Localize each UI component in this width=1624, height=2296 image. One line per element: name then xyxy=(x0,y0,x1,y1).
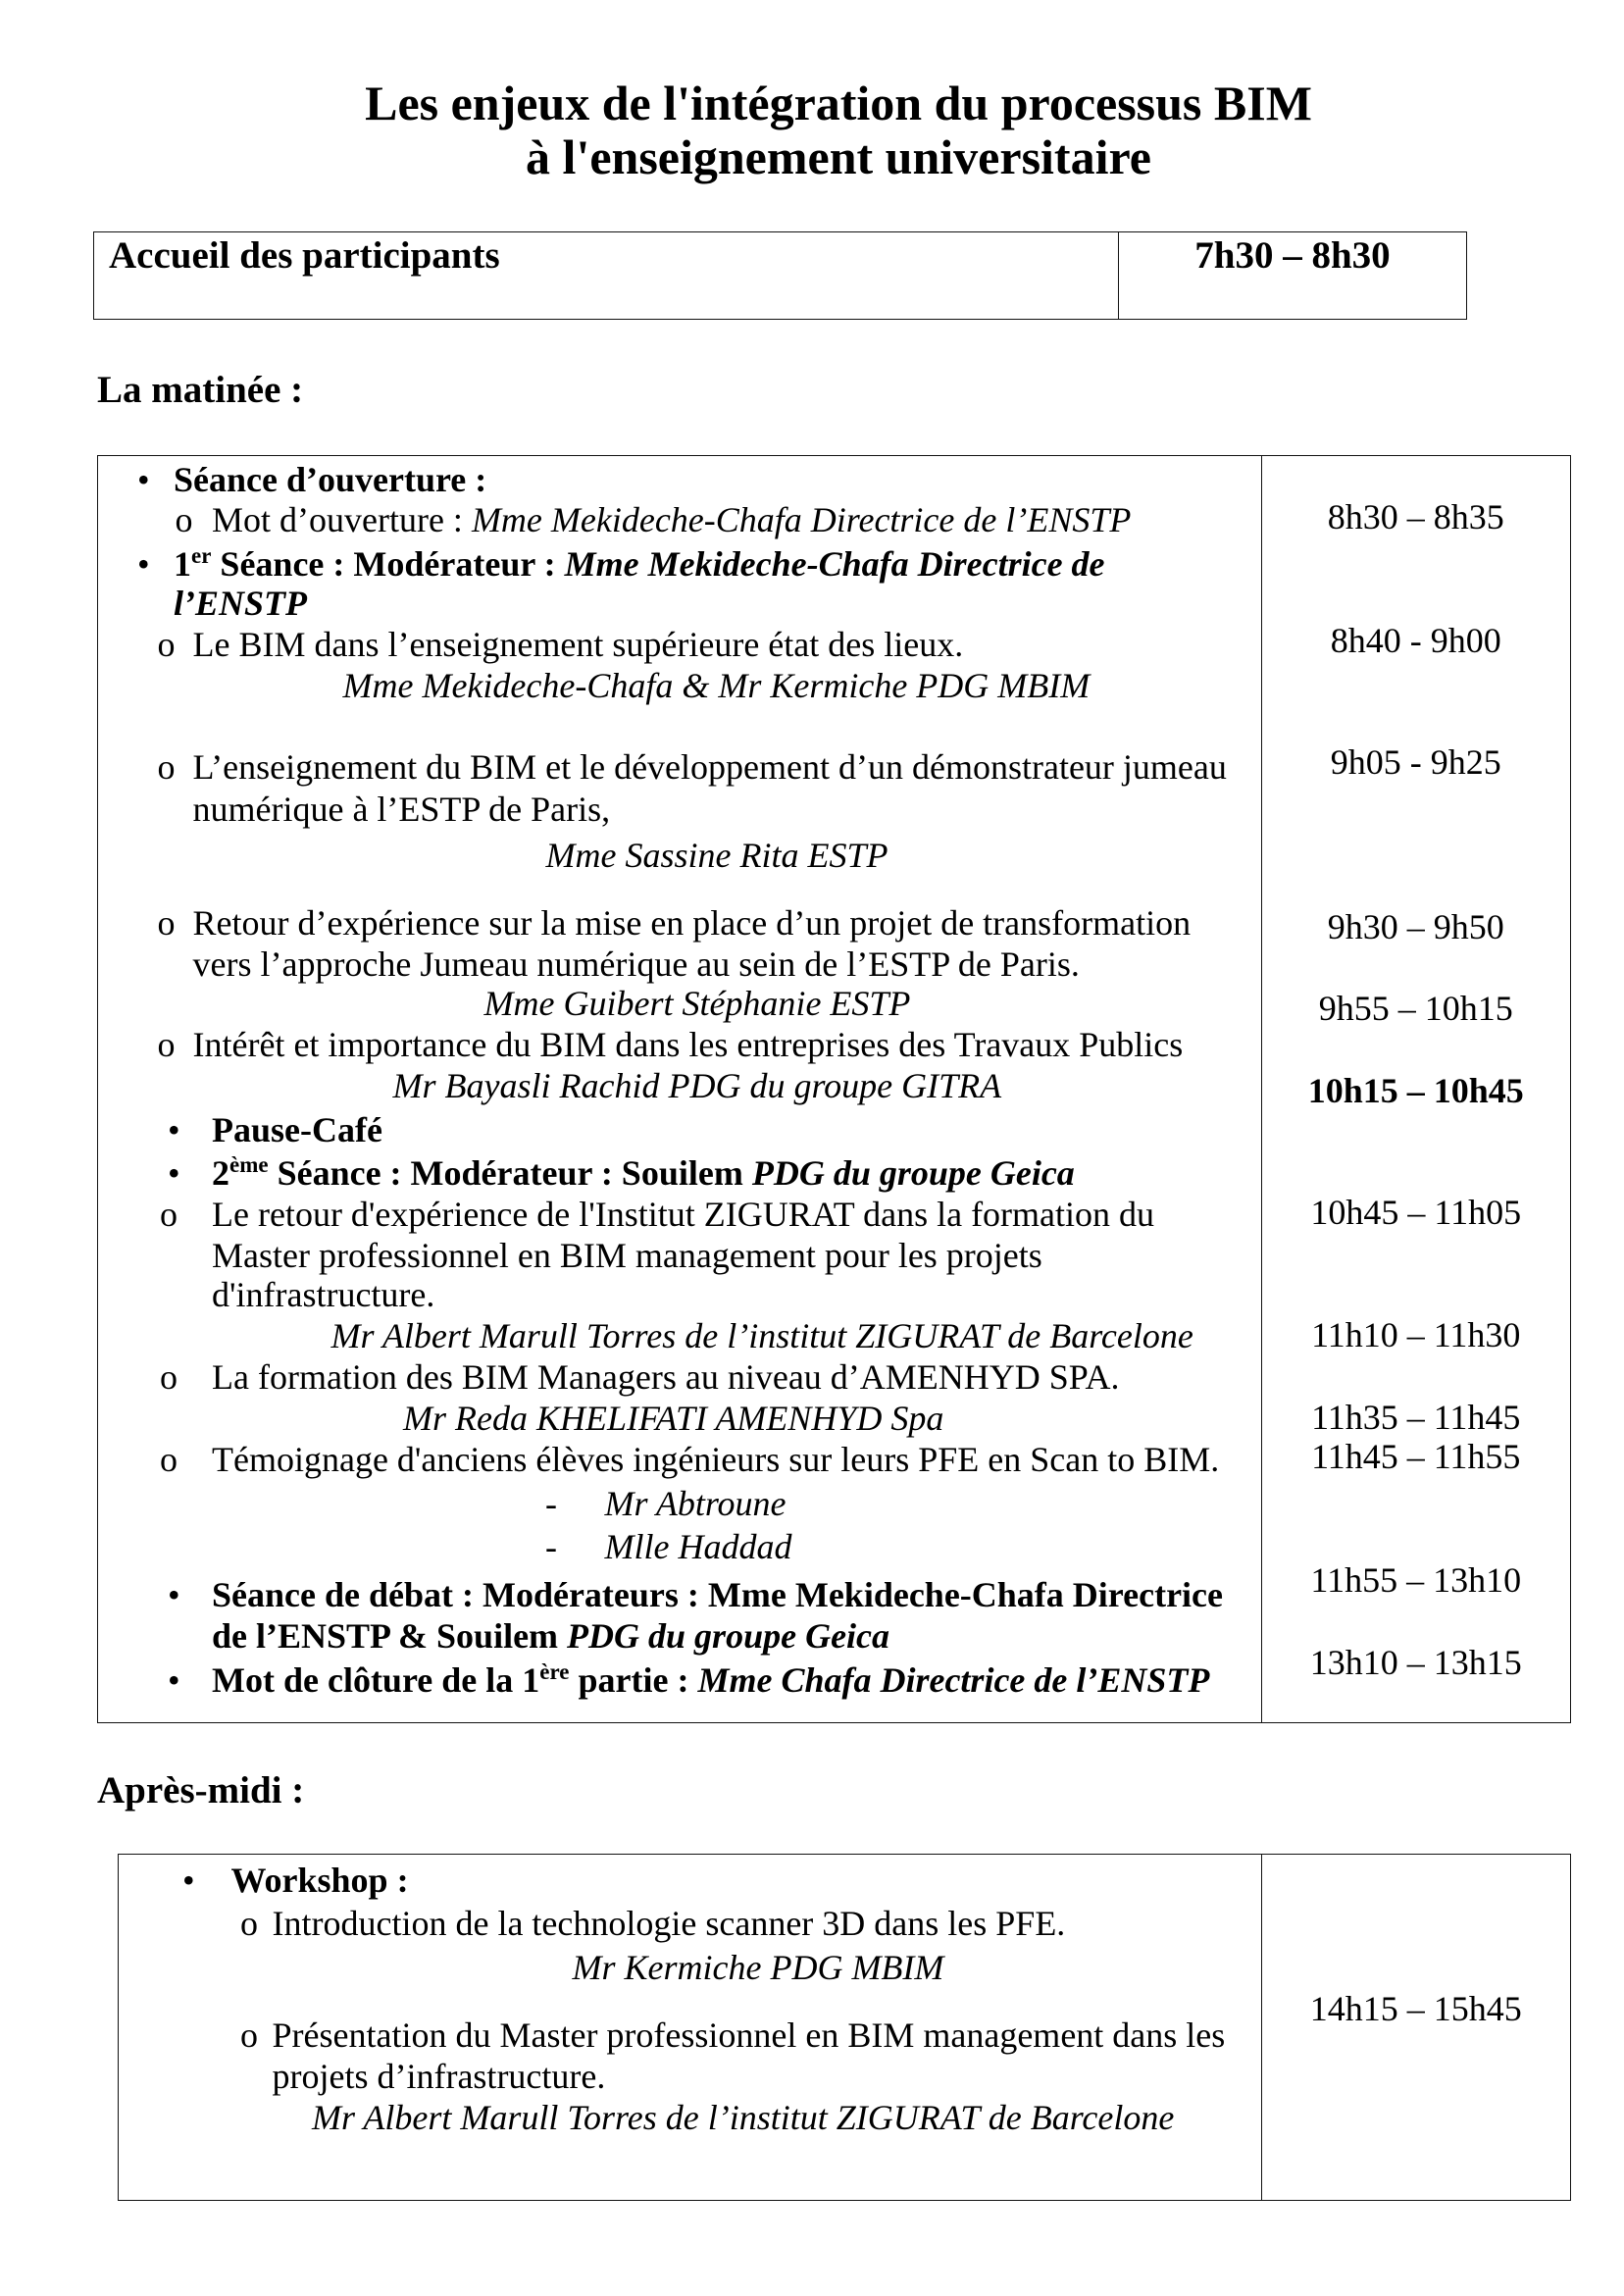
coffee-break: Pause-Café xyxy=(212,1110,382,1149)
closing-speaker: Mme Chafa Directrice de l’ENSTP xyxy=(697,1660,1210,1700)
session2-moderator-org: PDG du groupe Geica xyxy=(751,1152,1075,1193)
talk-title: Introduction de la technologie scanner 3D dans les PFE. xyxy=(272,1903,1066,1943)
talk-title: L’enseignement du BIM et le développement d’un démonstrateur jumeau xyxy=(192,746,1227,787)
dash-bullet-icon xyxy=(545,1526,557,1567)
time-slot: 11h45 – 11h55 xyxy=(1311,1437,1521,1476)
talk-speaker: Mr Albert Marull Torres de l’institut ZIGURAT de Barcelone xyxy=(312,2097,1175,2137)
talk-speaker: Mr Kermiche PDG MBIM xyxy=(572,1947,944,1987)
talk-title-cont: vers l’approche Jumeau numérique au sein de l’ESTP de Paris. xyxy=(192,944,1080,984)
time-slot: 8h40 - 9h00 xyxy=(1330,620,1501,660)
time-slot: 9h55 – 10h15 xyxy=(1318,988,1513,1028)
talk-title: Témoignage d'anciens élèves ingénieurs sur leurs PFE en Scan to BIM. xyxy=(212,1440,1220,1479)
opening-item-label: Mot d’ouverture : xyxy=(212,499,463,539)
welcome-label: Accueil des participants xyxy=(109,234,500,277)
talk-speaker: Mme Guibert Stéphanie ESTP xyxy=(483,984,911,1023)
talk-title-cont: numérique à l’ESTP de Paris, xyxy=(192,790,611,829)
document-title-line2: à l'enseignement universitaire xyxy=(526,129,1151,184)
talk-speaker: Mme Sassine Rita ESTP xyxy=(545,835,888,875)
session2-title xyxy=(212,1152,1075,1194)
time-slot: 14h15 – 15h45 xyxy=(1309,1988,1522,2028)
session1-number: 1 xyxy=(174,543,191,584)
circle-bullet-icon xyxy=(158,902,176,944)
talk-title: Présentation du Master professionnel en BIM management dans les xyxy=(272,2015,1226,2055)
bullet-icon xyxy=(168,1574,180,1615)
talk-speaker: Mr Albert Marull Torres de l’institut ZIGURAT de Barcelone xyxy=(330,1316,1193,1355)
debate-session-cont xyxy=(212,1615,889,1657)
time-slot: 9h05 - 9h25 xyxy=(1330,742,1501,782)
debate-moderators: de l’ENSTP & Souilem xyxy=(212,1616,559,1656)
welcome-time: 7h30 – 8h30 xyxy=(1194,234,1391,277)
circle-bullet-icon xyxy=(158,624,176,665)
session1-moderator: Mme Mekideche-Chafa Directrice de xyxy=(564,543,1105,584)
circle-bullet-icon xyxy=(158,746,176,788)
talk-speaker: Mlle Haddad xyxy=(604,1526,792,1566)
circle-bullet-icon xyxy=(240,2015,258,2056)
time-slot: 10h15 – 10h45 xyxy=(1307,1070,1524,1110)
session1-label: Séance : Modérateur : xyxy=(220,543,556,584)
closing-prefix: Mot de clôture de la 1 xyxy=(212,1660,540,1700)
talk-title-cont: projets d’infrastructure. xyxy=(272,2056,606,2096)
session1-title xyxy=(174,543,1105,585)
morning-heading: La matinée : xyxy=(97,368,304,411)
session1-moderator-cont: l’ENSTP xyxy=(174,584,308,623)
talk-speaker: Mr Bayasli Rachid PDG du groupe GITRA xyxy=(392,1066,1002,1105)
dash-bullet-icon xyxy=(545,1483,557,1524)
circle-bullet-icon xyxy=(176,499,193,540)
time-slot: 11h35 – 11h45 xyxy=(1311,1397,1521,1437)
session2-number: 2 xyxy=(212,1152,229,1193)
time-slot: 13h10 – 13h15 xyxy=(1309,1643,1522,1682)
talk-speaker: Mr Abtroune xyxy=(604,1484,787,1523)
debate-session: Séance de débat : Modérateurs : Mme Mekideche-Chafa Directrice xyxy=(212,1575,1224,1614)
talk-speaker: Mr Reda KHELIFATI AMENHYD Spa xyxy=(403,1399,944,1438)
debate-moderator-org: PDG du groupe Geica xyxy=(567,1616,890,1656)
circle-bullet-icon xyxy=(158,1024,176,1065)
talk-speaker: Mme Mekideche-Chafa & Mr Kermiche PDG MBIM xyxy=(342,666,1091,705)
time-slot: 11h10 – 11h30 xyxy=(1311,1314,1521,1354)
talk-title-cont: d'infrastructure. xyxy=(212,1275,435,1314)
bullet-icon xyxy=(137,543,150,585)
circle-bullet-icon xyxy=(160,1194,178,1235)
time-slot: 11h55 – 13h10 xyxy=(1310,1560,1522,1600)
session2-label: Séance : Modérateur : Souilem xyxy=(277,1152,743,1193)
afternoon-heading: Après-midi : xyxy=(97,1768,305,1811)
opening-item xyxy=(212,499,1131,540)
circle-bullet-icon xyxy=(160,1439,178,1480)
document-title-line1: Les enjeux de l'intégration du processus BIM xyxy=(365,76,1312,130)
bullet-icon xyxy=(182,1860,195,1901)
circle-bullet-icon xyxy=(240,1903,258,1944)
talk-title: Le BIM dans l’enseignement supérieure état des lieux. xyxy=(192,625,964,664)
closing-ordinal: ère xyxy=(539,1659,570,1684)
bullet-icon xyxy=(168,1659,180,1701)
bullet-icon xyxy=(168,1109,180,1150)
talk-title: La formation des BIM Managers au niveau d’AMENHYD SPA. xyxy=(212,1357,1120,1397)
opening-item-speaker: Mme Mekideche-Chafa Directrice de l’ENSTP xyxy=(471,499,1132,539)
talk-title: Retour d’expérience sur la mise en place d’un projet de transformation xyxy=(192,902,1192,943)
session2-ordinal: ème xyxy=(229,1151,269,1177)
closing-remarks xyxy=(212,1659,1209,1701)
bullet-icon xyxy=(137,459,150,500)
talk-title: Intérêt et importance du BIM dans les entreprises des Travaux Publics xyxy=(192,1025,1184,1064)
time-slot: 10h45 – 11h05 xyxy=(1310,1193,1522,1232)
time-slot: 8h30 – 8h35 xyxy=(1327,496,1504,536)
time-slot: 9h30 – 9h50 xyxy=(1327,907,1504,946)
talk-title: Le retour d'expérience de l'Institut ZIGURAT dans la formation du xyxy=(212,1194,1155,1234)
workshop-title: Workshop : xyxy=(230,1861,409,1900)
talk-title-cont: Master professionnel en BIM management pour les projets xyxy=(212,1235,1042,1275)
bullet-icon xyxy=(168,1152,180,1194)
circle-bullet-icon xyxy=(160,1356,178,1398)
closing-suffix: partie : xyxy=(578,1660,689,1700)
opening-session-title: Séance d’ouverture : xyxy=(174,460,487,499)
session1-ordinal: er xyxy=(191,542,212,568)
